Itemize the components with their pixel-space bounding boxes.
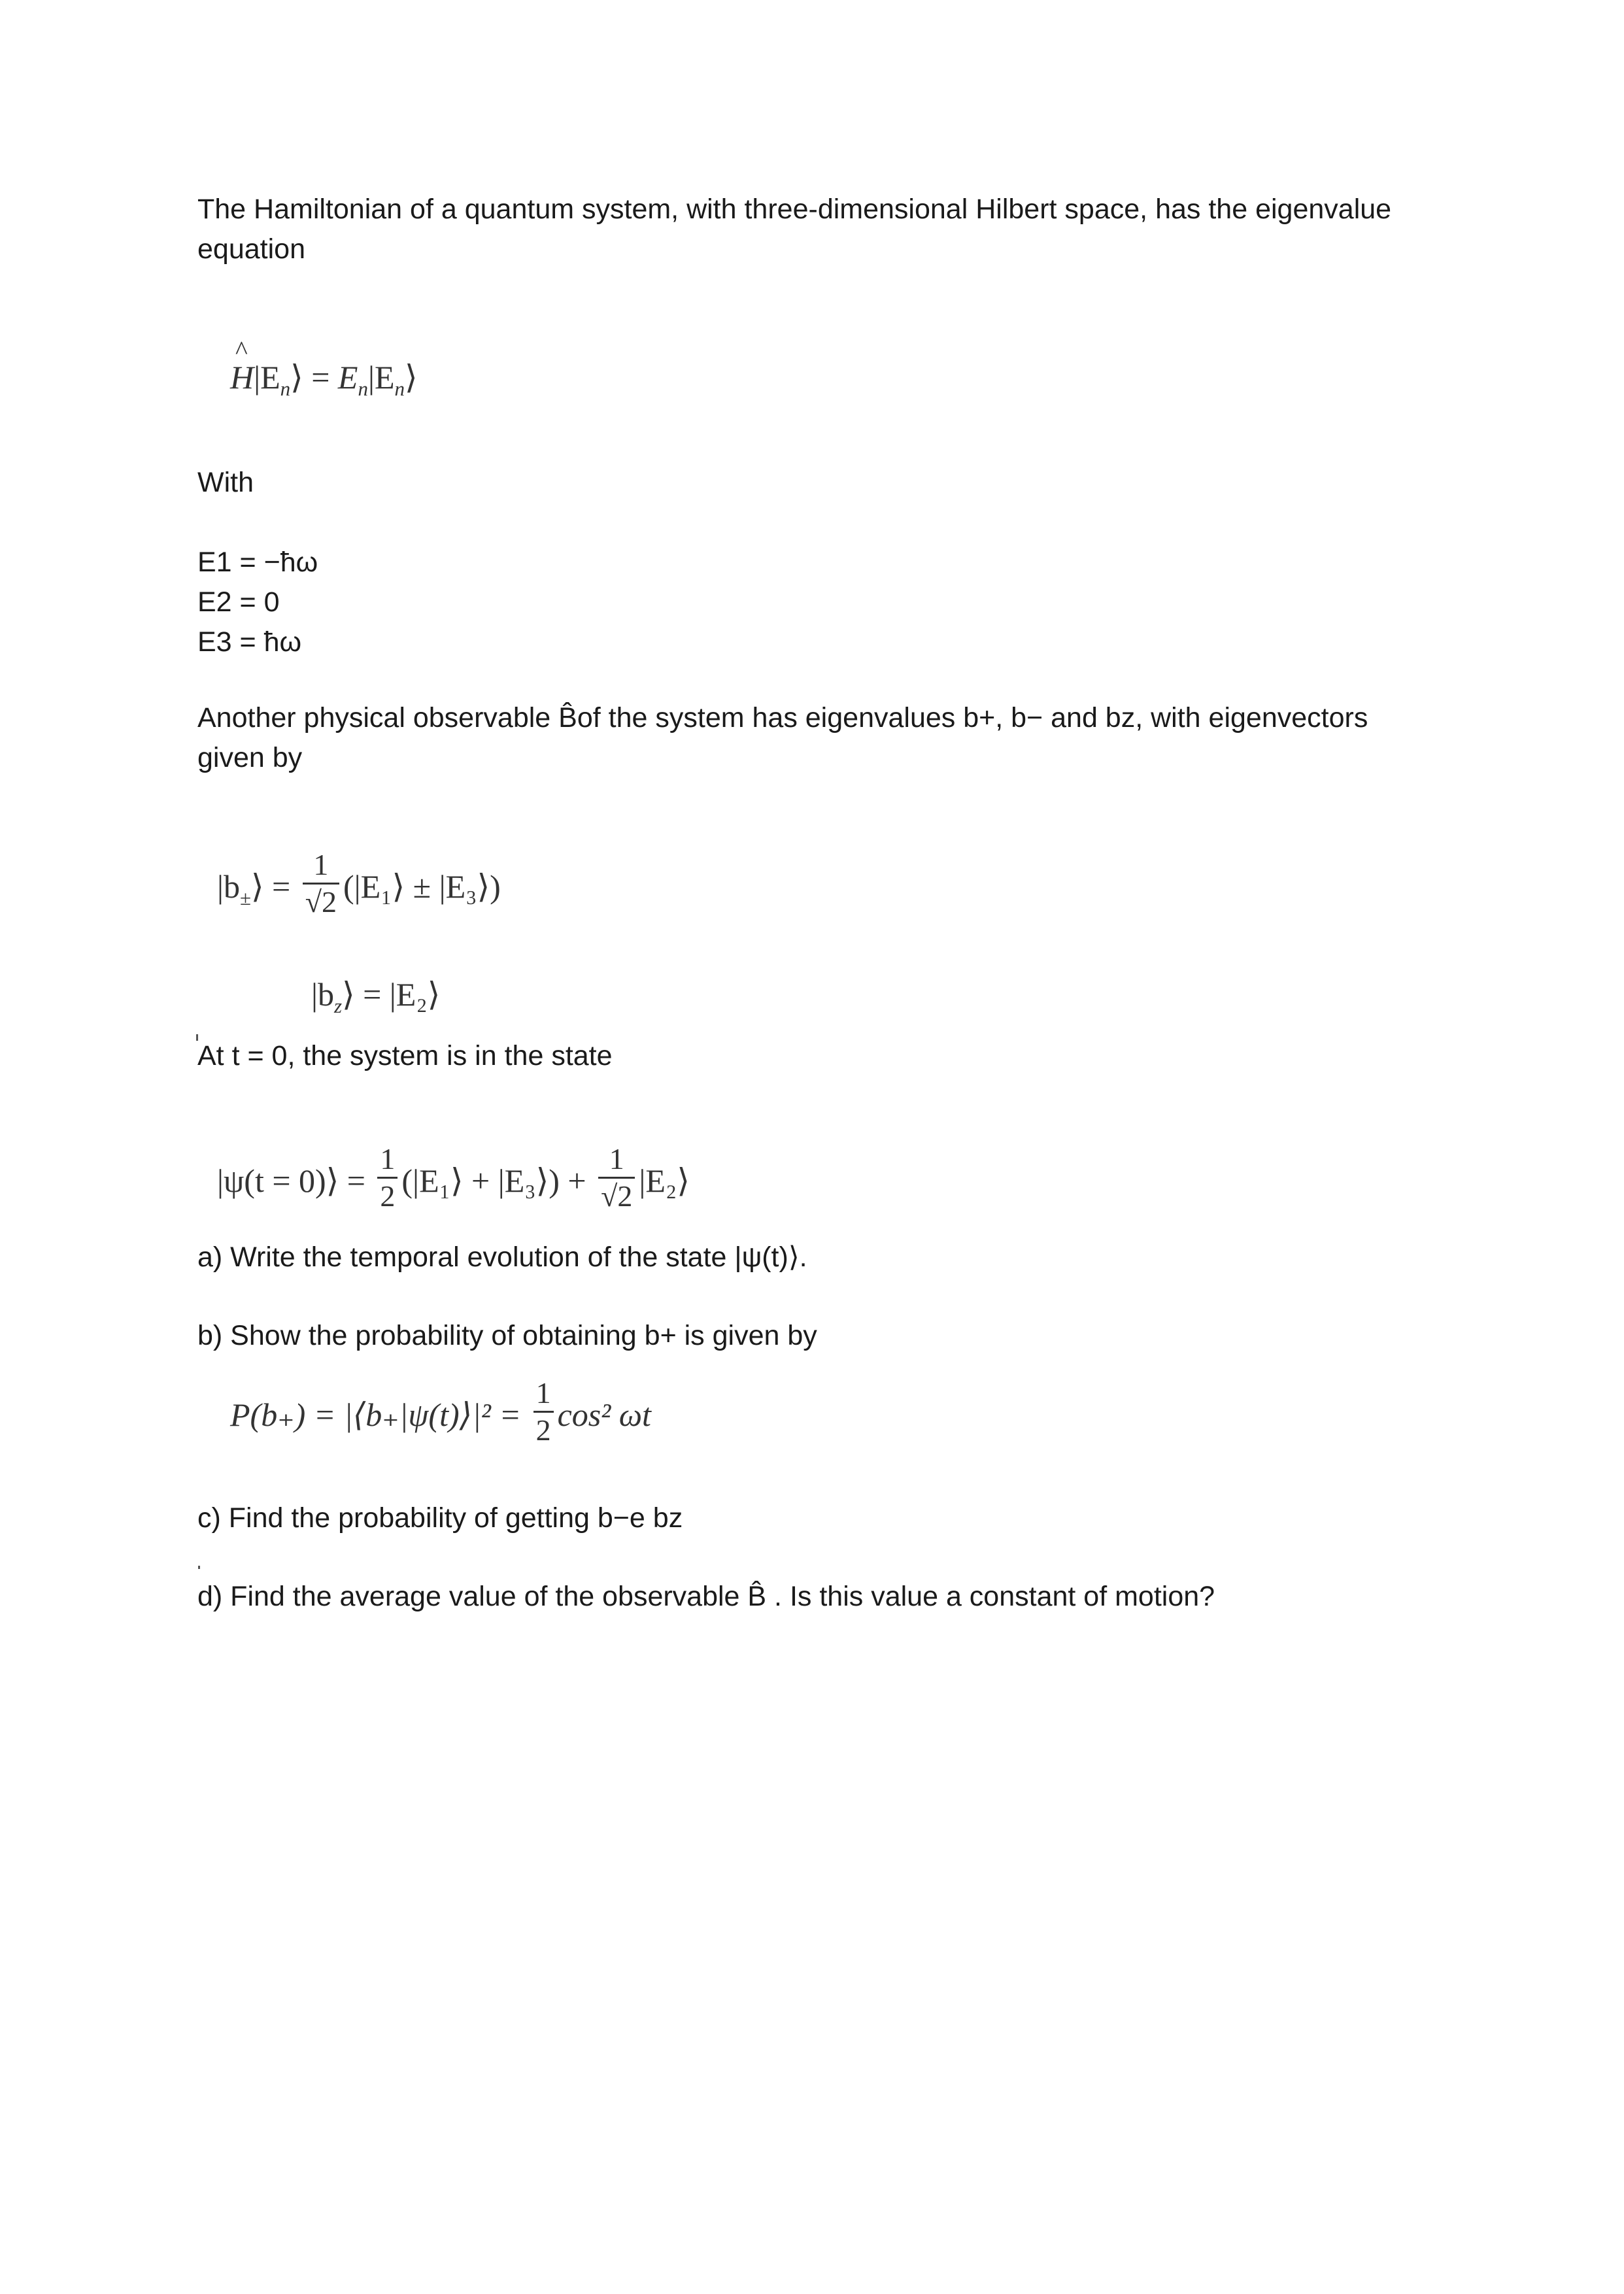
energy-level-e2: E2 = 0: [197, 586, 280, 618]
energy-level-e3: E3 = ħω: [197, 626, 302, 658]
energy-level-e1: E1 = −ħω: [197, 547, 318, 578]
observable-text: Another physical observable B̂of the system has eigenvalues b+, b− and bz, with eigenvectors given by: [197, 702, 1368, 773]
initial-state-text: At t = 0, the system is in the state: [197, 1040, 613, 1071]
hamiltonian-operator: ^ H: [230, 358, 254, 396]
intro-text: The Hamiltonian of a quantum system, with three-dimensional Hilbert space, has the eigenvalue equation: [197, 194, 1392, 265]
initial-state-equation: |ψ(t = 0)⟩ = $\frac{1}{2}$ (|E₁⟩ + |E₃⟩) + $\frac{1}{√2}$ |E₂⟩: [217, 1142, 690, 1213]
question-c: c) Find the probability of getting b−e bz: [197, 1502, 683, 1534]
question-d: d) Find the average value of the observable B̂ . Is this value a constant of motion?: [197, 1581, 1215, 1612]
stray-mark: [198, 1566, 200, 1569]
with-label: With: [197, 467, 254, 498]
fraction-one-half: $\frac{1}{2}$: [377, 1144, 398, 1211]
energy-levels: [197, 543, 318, 662]
fraction-one-over-root-two: $\frac{1}{√2}$: [303, 850, 339, 917]
question-a: a) Write the temporal evolution of the state |ψ(t)⟩.: [197, 1241, 807, 1273]
probability-b-plus-equation: P(b₊) = |⟨b₊|ψ(t)⟩|² = $\frac{1}{2}$ cos² ωt: [230, 1376, 651, 1447]
eigenvector-bz: $|b_z⟩$ = |E₂⟩: [311, 976, 441, 1017]
hamiltonian-eigen-equation: ^ $H|E_n⟩$ = $E_n|E_n⟩$: [230, 358, 418, 401]
eigenvector-b-plus-minus: $|b_\pm⟩$ = $\frac{1}{√2}$ (|E₁⟩ ± |E₃⟩): [217, 848, 501, 919]
fraction-one-over-root-two: $\frac{1}{√2}$: [598, 1144, 635, 1211]
question-b: b) Show the probability of obtaining b+ is given by: [197, 1320, 817, 1351]
fraction-one-half: $\frac{1}{2}$: [533, 1378, 554, 1445]
